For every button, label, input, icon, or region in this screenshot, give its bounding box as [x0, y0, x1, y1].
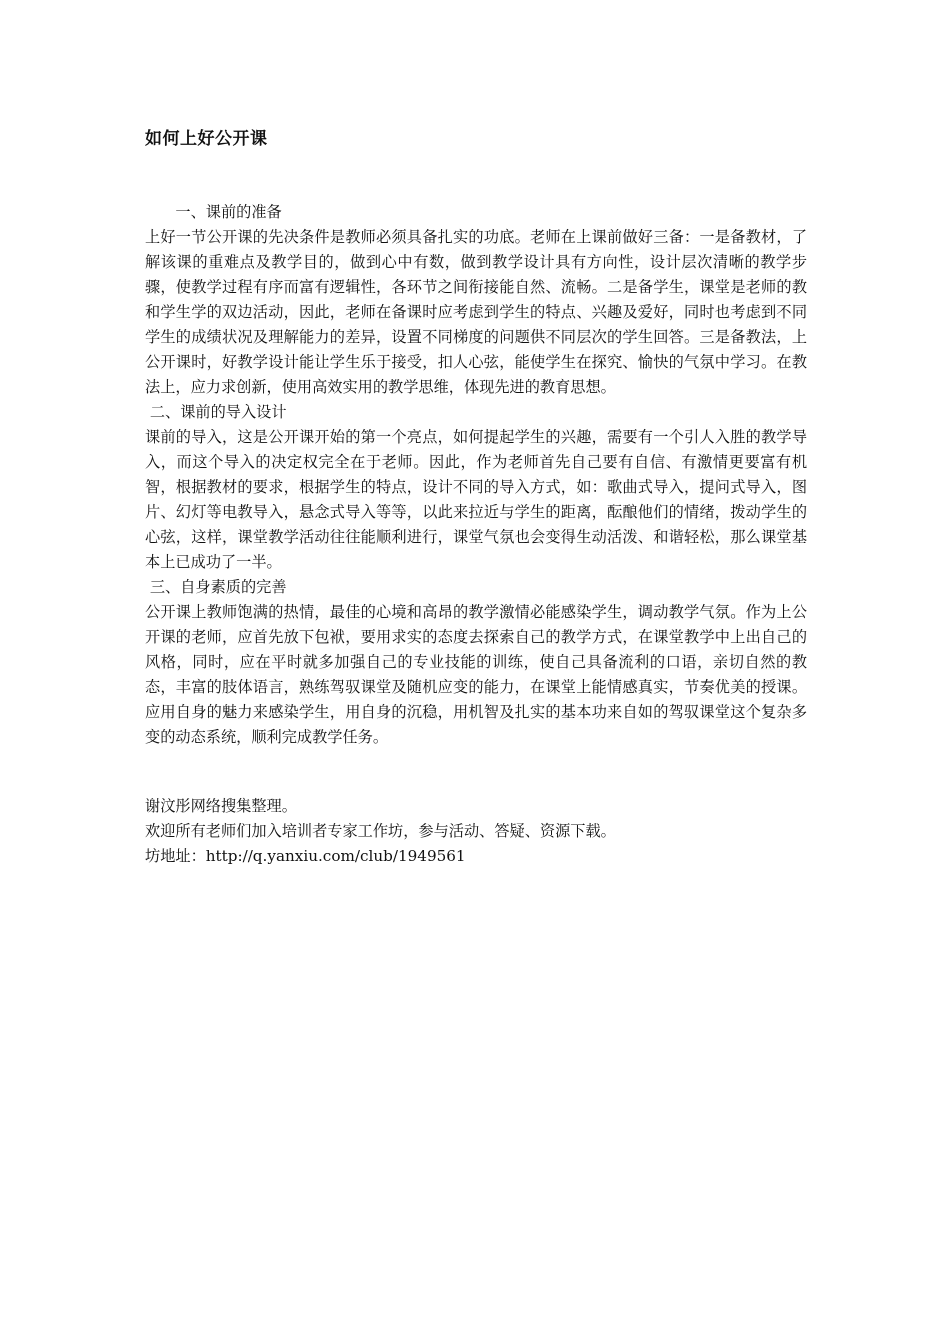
- document-title: 如何上好公开课: [145, 129, 268, 149]
- footer-invite: 欢迎所有老师们加入培训者专家工作坊，参与活动、答疑、资源下载。: [145, 822, 616, 840]
- document-body: [145, 200, 807, 750]
- section-preparation: [145, 200, 807, 400]
- section-heading: 一、课前的准备: [145, 203, 282, 221]
- section-heading: 二、课前的导入设计: [145, 403, 287, 421]
- footer-address: 坊地址：http://q.yanxiu.com/club/1949561: [145, 847, 466, 865]
- document-footer: [145, 794, 807, 869]
- footer-credit: 谢汶彤网络搜集整理。: [145, 797, 297, 815]
- section-self-quality: [145, 575, 807, 750]
- section-paragraph: 课前的导入，这是公开课开始的第一个亮点，如何提起学生的兴趣，需要有一个引人入胜的教学导入，而这个导入的决定权完全在于老师。因此，作为老师首先自己要有自信、有激情更要富有机智，根据教材的要求，根据学生的特点，设计不同的导入方式，如：歌曲式导入，提问式导入，图片、幻灯等电教导入，悬念式导入等等，以此来拉近与学生的距离，酝酿他们的情绪，拨动学生的心弦，这样，课堂教学活动往往能顺利进行，课堂气氛也会变得生动活泼、和谐轻松，那么课堂基本上已成功了一半。: [145, 428, 807, 571]
- section-introduction-design: [145, 400, 807, 575]
- section-paragraph: 公开课上教师饱满的热情，最佳的心境和高昂的教学激情必能感染学生，调动教学气氛。作为上公开课的老师，应首先放下包袱，要用求实的态度去探索自己的教学方式，在课堂教学中上出自己的风格，同时，应在平时就多加强自己的专业技能的训练，使自己具备流利的口语，亲切自然的教态，丰富的肢体语言，熟练驾驭课堂及随机应变的能力，在课堂上能情感真实，节奏优美的授课。应用自身的魅力来感染学生，用自身的沉稳，用机智及扎实的基本功来自如的驾驭课堂这个复杂多变的动态系统，顺利完成教学任务。: [145, 603, 807, 746]
- section-heading: 三、自身素质的完善: [145, 578, 287, 596]
- section-paragraph: 上好一节公开课的先决条件是教师必须具备扎实的功底。老师在上课前做好三备：一是备教材，了解该课的重难点及教学目的，做到心中有数，做到教学设计具有方向性，设计层次清晰的教学步骤，使教学过程有序而富有逻辑性，各环节之间衔接能自然、流畅。二是备学生，课堂是老师的教和学生学的双边活动，因此，老师在备课时应考虑到学生的特点、兴趣及爱好，同时也考虑到不同学生的成绩状况及理解能力的差异，设置不同梯度的问题供不同层次的学生回答。三是备教法，上公开课时，好教学设计能让学生乐于接受，扣人心弦，能使学生在探究、愉快的气氛中学习。在教法上，应力求创新，使用高效实用的教学思维，体现先进的教育思想。: [145, 228, 807, 396]
